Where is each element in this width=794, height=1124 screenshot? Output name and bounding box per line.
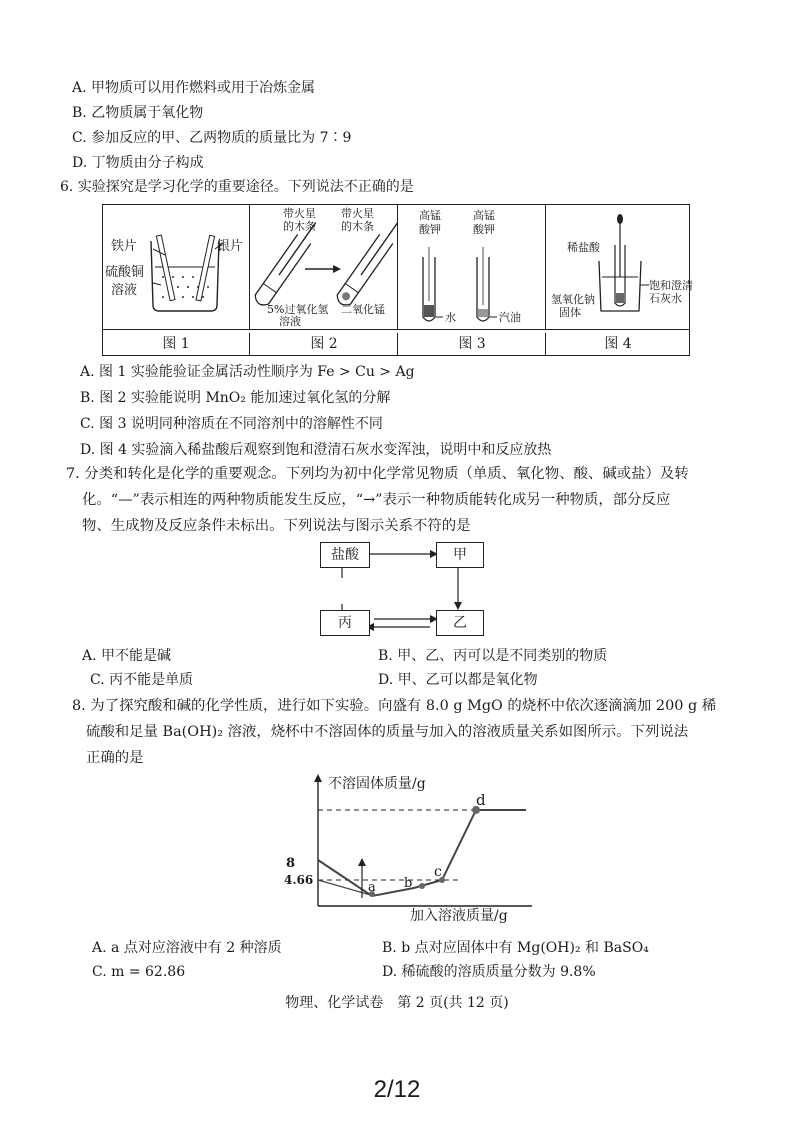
q5-option-c: C. 参加反应的甲、乙两物质的质量比为 7∶9 — [72, 130, 352, 146]
graph-tick-8: 8 — [286, 856, 296, 871]
splint-label-2b: 的木条 — [341, 220, 374, 233]
q8-graph-plot — [300, 772, 540, 922]
splint-label-1b: 的木条 — [283, 220, 316, 233]
q8-option-a: A. a 点对应溶液中有 2 种溶质 — [92, 940, 282, 956]
figure-3 — [397, 205, 546, 329]
q7-option-d: D. 甲、乙可以都是氧化物 — [378, 672, 538, 688]
h2o2-label-a: 5%过氧化氢 — [267, 303, 329, 316]
q6-option-d: D. 图 4 实验滴入稀盐酸后观察到饱和澄清石灰水变浑浊，说明中和反应放热 — [80, 442, 552, 458]
node-bing: 丙 — [320, 610, 370, 636]
q7-option-b: B. 甲、乙、丙可以是不同类别的物质 — [378, 648, 608, 664]
graph-tick-4-66: 4.66 — [284, 873, 314, 887]
hcl-label: 稀盐酸 — [567, 241, 600, 254]
node-jia: 甲 — [436, 542, 484, 568]
point-d-label: d — [476, 791, 486, 809]
q5-option-b: B. 乙物质属于氧化物 — [72, 105, 204, 121]
q7-option-c: C. 丙不能是单质 — [90, 672, 194, 688]
q8-stem-line1: 8. 为了探究酸和碱的化学性质，进行如下实验。向盛有 8.0 g MgO 的烧杯中依次逐滴滴加 200 g 稀 — [72, 698, 717, 714]
q5-option-a: A. 甲物质可以用作燃料或用于冶炼金属 — [72, 80, 316, 96]
naoh-label-b: 固体 — [559, 306, 581, 319]
naoh-label-a: 氢氧化钠 — [551, 293, 595, 306]
q5-option-d: D. 丁物质由分子构成 — [72, 155, 204, 171]
q8-stem-line2: 硫酸和足量 Ba(OH)₂ 溶液，烧杯中不溶固体的质量与加入的溶液质量关系如图所示。下列说法 — [86, 724, 689, 740]
point-b-label: b — [404, 876, 413, 891]
q6-option-b: B. 图 2 实验能说明 MnO₂ 能加速过氧化氢的分解 — [80, 390, 391, 406]
q7-stem-line3: 物、生成物及反应条件未标出。下列说法与图示关系不符的是 — [82, 518, 471, 534]
point-c-label: c — [434, 864, 442, 880]
silver-label: 银片 — [217, 239, 244, 254]
kmno4-label-2a: 高锰 — [473, 209, 495, 222]
limewater-label-b: 石灰水 — [649, 292, 682, 305]
kmno4-label-1b: 酸钾 — [419, 223, 441, 236]
q6-option-a: A. 图 1 实验能验证金属活动性顺序为 Fe > Cu > Ag — [80, 364, 415, 380]
figure-2 — [249, 205, 398, 329]
q8-option-d: D. 稀硫酸的溶质质量分数为 9.8% — [382, 964, 596, 980]
water-label: 水 — [445, 311, 456, 324]
figure-captions — [103, 329, 689, 356]
limewater-label-a: 饱和澄清 — [649, 279, 693, 292]
solution-label: 溶液 — [111, 283, 138, 298]
graph-y-axis-label: 不溶固体质量/g — [328, 776, 426, 792]
q7-stem-line1: 7. 分类和转化是化学的重要观念。下列均为初中化学常见物质（单质、氧化物、酸、碱或盐）及转 — [66, 466, 689, 482]
h2o2-label-b: 溶液 — [279, 315, 301, 328]
page-number: 2/12 — [373, 1076, 421, 1103]
iron-label: 铁片 — [111, 239, 138, 254]
q6-stem: 6. 实验探究是学习化学的重要途径。下列说法不正确的是 — [60, 179, 414, 195]
gasoline-label: 汽油 — [499, 311, 521, 324]
node-yi: 乙 — [436, 610, 484, 636]
q8-option-b: B. b 点对应固体中有 Mg(OH)₂ 和 BaSO₄ — [382, 940, 649, 956]
splint-label-1a: 带火星 — [283, 207, 316, 220]
mno2-label: 二氧化锰 — [341, 303, 385, 316]
q6-figure-table — [102, 204, 693, 356]
caption-fig2: 图 2 — [249, 333, 398, 356]
node-hydrochloric-acid: 盐酸 — [320, 542, 370, 568]
figure-1 — [103, 205, 250, 329]
q6-option-c: C. 图 3 说明同种溶质在不同溶剂中的溶解性不同 — [80, 416, 383, 432]
caption-fig1: 图 1 — [162, 336, 190, 352]
kmno4-label-1a: 高锰 — [419, 209, 441, 222]
copper-sulfate-label: 硫酸铜 — [105, 265, 145, 280]
q7-stem-line2: 化。“—”表示相连的两种物质能发生反应，“→”表示一种物质能转化成另一种物质，部分反应 — [82, 492, 671, 508]
exam-footer: 物理、化学试卷 第 2 页(共 12 页) — [285, 995, 509, 1011]
q8-stem-line3: 正确的是 — [86, 750, 144, 766]
figure-4 — [545, 205, 693, 329]
q7-option-a: A. 甲不能是碱 — [82, 648, 172, 664]
kmno4-label-2b: 酸钾 — [473, 223, 495, 236]
graph-x-axis-label: 加入溶液质量/g — [410, 908, 508, 924]
caption-fig4: 图 4 — [545, 333, 690, 356]
splint-label-2a: 带火星 — [341, 207, 374, 220]
caption-fig3: 图 3 — [397, 333, 546, 356]
q8-option-c: C. m = 62.86 — [92, 964, 186, 980]
point-a-label: a — [368, 880, 376, 895]
